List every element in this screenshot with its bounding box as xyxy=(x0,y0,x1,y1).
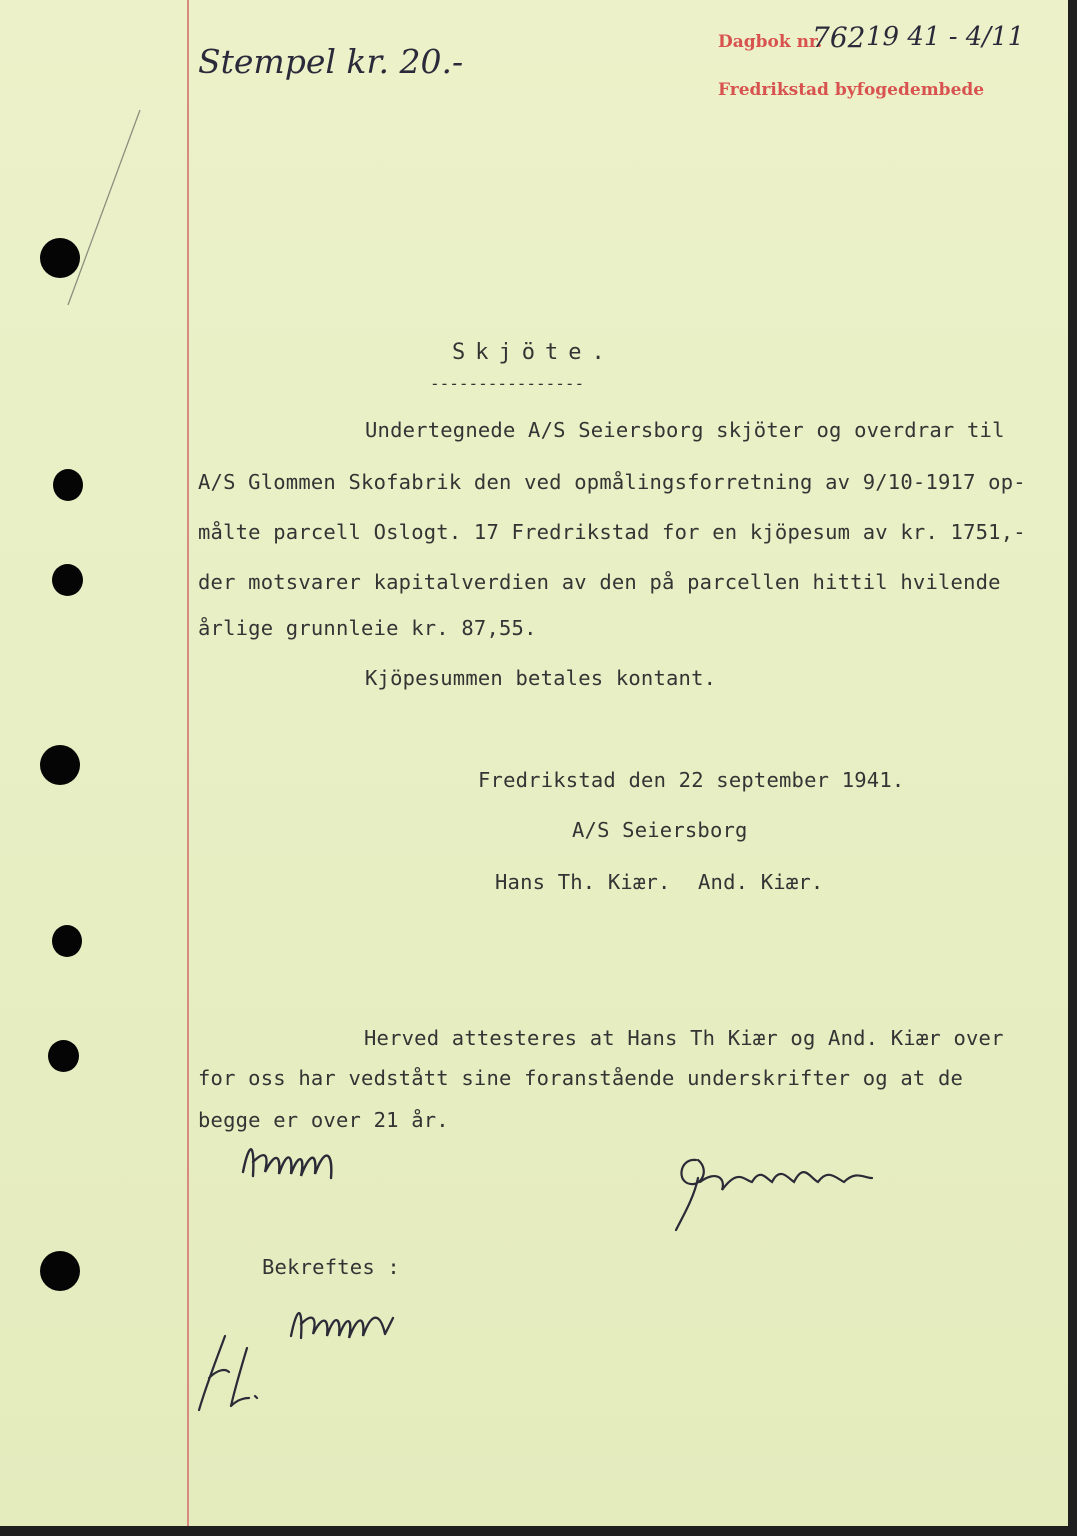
confirmation-label: Bekreftes : xyxy=(262,1255,400,1279)
registry-label: Dagbok nr. xyxy=(718,32,823,52)
official-signature xyxy=(668,1138,888,1238)
payment-line: Kjöpesummen betales kontant. xyxy=(365,666,717,690)
attestation-line: for oss har vedstått sine foranstående underskrifter og at de xyxy=(198,1066,964,1090)
document-title: Skjöte. xyxy=(452,340,615,365)
punch-hole xyxy=(40,745,80,785)
body-line: A/S Glommen Skofabrik den ved opmålingsforretning av 9/10-1917 op- xyxy=(198,470,1026,494)
body-line: Undertegnede A/S Seiersborg skjöter og overdrar til xyxy=(365,418,1005,442)
body-line: årlige grunnleie kr. 87,55. xyxy=(198,616,537,640)
registry-number: 762 xyxy=(812,21,866,54)
punch-hole xyxy=(48,1040,79,1072)
body-line: målte parcell Oslogt. 17 Fredrikstad for en kjöpesum av kr. 1751,- xyxy=(198,520,1026,544)
company-name: A/S Seiersborg xyxy=(572,818,748,842)
pencil-mark xyxy=(60,110,150,310)
attestation-line: begge er over 21 år. xyxy=(198,1108,449,1132)
attestation-line: Herved attesteres at Hans Th Kiær og And. Kiær over xyxy=(364,1026,1004,1050)
stamp-duty-note: Stempel kr. 20.- xyxy=(198,42,464,81)
margin-rule xyxy=(187,0,189,1526)
punch-hole xyxy=(52,925,82,957)
witness-signature xyxy=(235,1132,355,1192)
title-underline: ---------------- xyxy=(430,374,585,393)
body-line: der motsvarer kapitalverdien av den på parcellen hittil hvilende xyxy=(198,570,1001,594)
registry-year: 19 41 - 4/11 xyxy=(866,22,1025,52)
punch-hole xyxy=(53,469,83,501)
confirmation-signature xyxy=(285,1298,405,1348)
registry-office: Fredrikstad byfogedembede xyxy=(718,80,985,100)
place-date: Fredrikstad den 22 september 1941. xyxy=(478,768,905,792)
initials-mark xyxy=(195,1328,275,1418)
signatory-second: And. Kiær. xyxy=(698,870,824,894)
punch-hole xyxy=(52,564,83,596)
signatory-first: Hans Th. Kiær. xyxy=(495,870,671,894)
punch-hole xyxy=(40,1251,80,1291)
